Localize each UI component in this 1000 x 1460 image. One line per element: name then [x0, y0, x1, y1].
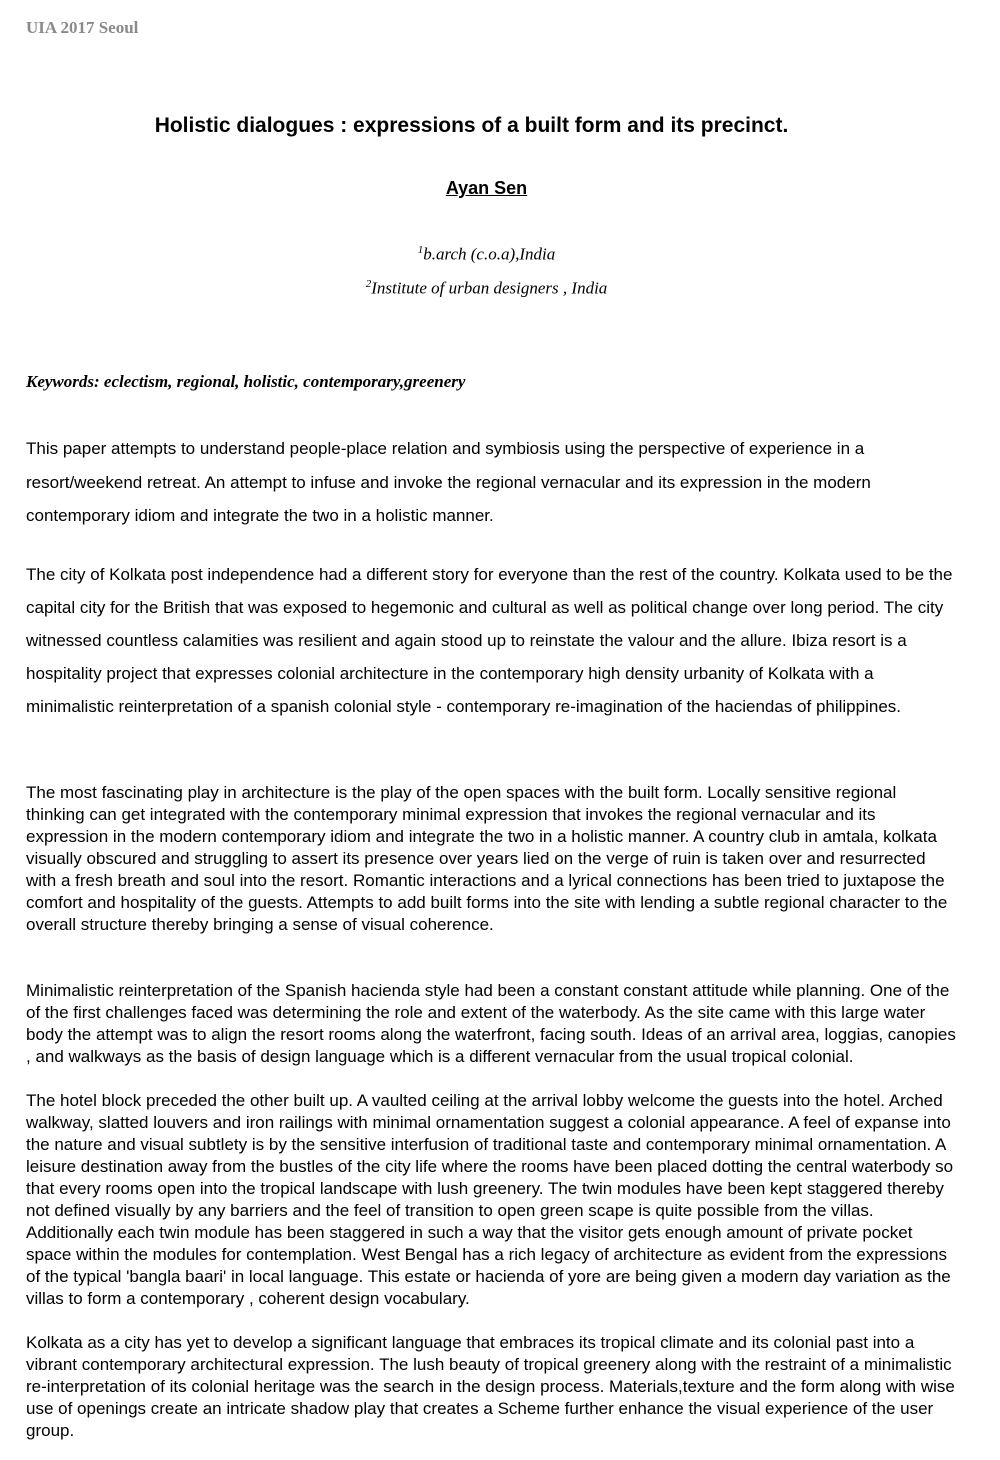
- affiliation-1-text: b.arch (c.o.a),India: [423, 244, 556, 264]
- body-paragraph-hotel-block: The hotel block preceded the other built up. A vaulted ceiling at the arrival lobby welcome the guests into the hotel. Arched walkway, slatted louvers and iron railings with minimal ornamentation suggest a colonial appearance. A feel of expanse into the nature and visual subtlety is by the sensitive interfusion of traditional taste and contemporary minimal ornamentation. A leisure destination away from the bustles of the city life where the rooms have been placed dotting the central waterbody so that every rooms open into the tropical landscape with lush greenery. The twin modules have been kept staggered thereby not defined visually by any barriers and the feel of transition to open green scape is quite possible from the villas. Additionally each twin module has been staggered in such a way that the visitor gets enough amount of private pocket space within the modules for contemplation. West Bengal has a rich legacy of architecture as evident from the expressions of the typical 'bangla baari' in local language. This estate or hacienda of yore are being given a modern day variation as the villas to form a contemporary , coherent design vocabulary.: [26, 1091, 954, 1308]
- body-paragraph-kolkata-language: Kolkata as a city has yet to develop a significant language that embraces its tropical climate and its colonial past into a vibrant contemporary architectural expression. The lush beauty of tropical greenery along with the restraint of a minimalistic re-interpretation of its colonial heritage was the search in the design process. Materials,texture and the form along with wise use of openings create an intricate shadow play that creates a Scheme further enhance the visual experience of the user group.: [26, 1333, 955, 1440]
- body-paragraph-kolkata-history: The city of Kolkata post independence had a different story for everyone than the rest of the country. Kolkata used to be the capital city for the British that was exposed to hegemonic and cultural as well as political change over long period. The city witnessed countless calamities was resilient and again stood up to reinstate the valour and the allure. Ibiza resort is a hospitality project that expresses colonial architecture in the contemporary high density urbanity of Kolkata with a minimalistic reinterpretation of a spanish colonial style - contemporary re-imagination of the haciendas of philippines.: [26, 565, 953, 716]
- abstract-paragraph: This paper attempts to understand people-place relation and symbiosis using the perspective of experience in a resort/weekend retreat. An attempt to infuse and invoke the regional vernacular and its expression in the modern contemporary idiom and integrate the two in a holistic manner.: [26, 439, 871, 525]
- affiliation-1: [0, 244, 973, 265]
- conference-header: UIA 2017 Seoul: [26, 18, 139, 37]
- affiliation-2-marker: 2: [365, 278, 372, 290]
- affiliation-2: [0, 278, 973, 299]
- affiliation-1-marker: 1: [417, 244, 424, 256]
- paper-title: Holistic dialogues : expressions of a built form and its precinct.: [154, 114, 789, 137]
- affiliation-2-text: Institute of urban designers , India: [371, 278, 608, 298]
- body-paragraph-hacienda-planning: Minimalistic reinterpretation of the Spanish hacienda style had been a constant constant attitude while planning. One of the of the first challenges faced was determining the role and extent of the waterbody. As the site came with this large water body the attempt was to align the resort rooms along the waterfront, facing south. Ideas of an arrival area, loggias, canopies , and walkways as the basis of design language which is a different vernacular from the usual tropical colonial.: [26, 981, 956, 1066]
- body-paragraph-open-spaces: The most fascinating play in architecture is the play of the open spaces with the built form. Locally sensitive regional thinking can get integrated with the contemporary minimal expression that invokes the regional vernacular and its expression in the modern contemporary idiom and integrate the two in a holistic manner. A country club in amtala, kolkata visually obscured and struggling to assert its presence over years lied on the verge of ruin is taken over and resurrected with a fresh breath and soul into the resort. Romantic interactions and a lyrical connections has been tried to juxtapose the comfort and hospitality of the guests. Attempts to add built forms into the site with lending a subtle regional character to the overall structure thereby bringing a sense of visual coherence.: [26, 783, 948, 934]
- author-name: Ayan Sen: [445, 178, 528, 198]
- keywords: Keywords: eclectism, regional, holistic, contemporary,greenery: [26, 372, 466, 391]
